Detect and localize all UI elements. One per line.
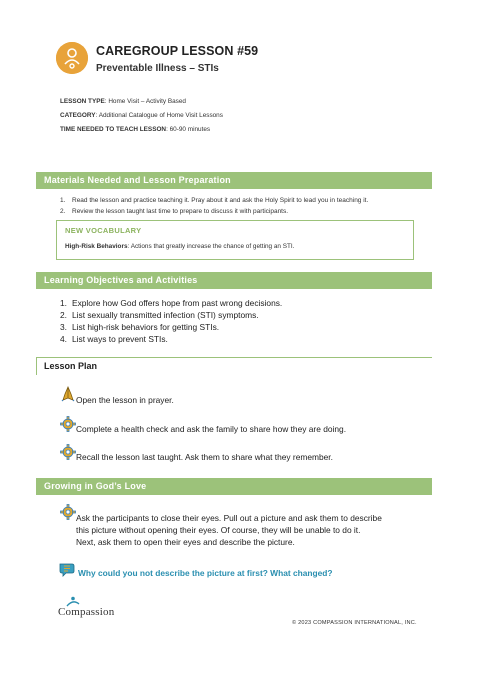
meta-lesson-type: LESSON TYPE: Home Visit – Activity Based (60, 98, 186, 105)
new-vocabulary-box (56, 220, 414, 260)
list-item: 4. List ways to prevent STIs. (60, 334, 168, 344)
section-heading-growing: Growing in God’s Love (36, 478, 432, 495)
list-item: 3. List high-risk behaviors for getting STIs. (60, 322, 220, 332)
lesson-title: CAREGROUP LESSON #59 (96, 44, 259, 58)
speech-bubble-icon (58, 562, 76, 578)
section-heading-objectives: Learning Objectives and Activities (36, 272, 432, 289)
lesson-subtitle: Preventable Illness – STIs (96, 63, 219, 74)
section-heading-materials: Materials Needed and Lesson Preparation (36, 172, 432, 189)
gear-icon (60, 416, 76, 432)
list-item: 2. Review the lesson taught last time to prepare to discuss it with participants. (60, 208, 289, 215)
meta-category: CATEGORY: Additional Catalogue of Home Visit Lessons (60, 112, 223, 119)
list-item: 2. List sexually transmitted infection (STI) symptoms. (60, 310, 259, 320)
plan-step-text: Complete a health check and ask the family to share how they are doing. (76, 424, 347, 434)
plan-step-text: Recall the lesson last taught. Ask them to share what they remember. (76, 452, 333, 462)
meta-time-needed: TIME NEEDED TO TEACH LESSON: 60-90 minutes (60, 126, 211, 133)
list-item: 1. Read the lesson and practice teaching it. Pray about it and ask the Holy Spirit to lead you in teaching it. (60, 197, 369, 204)
plan-step-text: Open the lesson in prayer. (76, 395, 174, 405)
caregroup-logo-icon (56, 42, 88, 74)
vocab-definition: High-Risk Behaviors: Actions that greatly increase the chance of getting an STI. (65, 243, 295, 250)
compassion-logo: Compassion (58, 606, 114, 618)
section-heading-lesson-plan: Lesson Plan (36, 357, 432, 375)
vocab-title: NEW VOCABULARY (65, 226, 142, 235)
activity-text: Ask the participants to close their eyes. Pull out a picture and ask them to describe this picture without opening their eyes. Of course, they will be unable to do it. Next, ask them to open their eyes and describe the picture. (76, 513, 382, 547)
list-item: 1. Explore how God offers hope from past wrong decisions. (60, 298, 283, 308)
gear-icon (60, 504, 76, 520)
gear-icon (60, 444, 76, 460)
compassion-figure-icon (66, 596, 80, 611)
copyright-text: © 2023 COMPASSION INTERNATIONAL, INC. (292, 620, 417, 626)
praying-hands-icon (60, 386, 76, 402)
discussion-question: Why could you not describe the picture at first? What changed? (78, 568, 333, 578)
